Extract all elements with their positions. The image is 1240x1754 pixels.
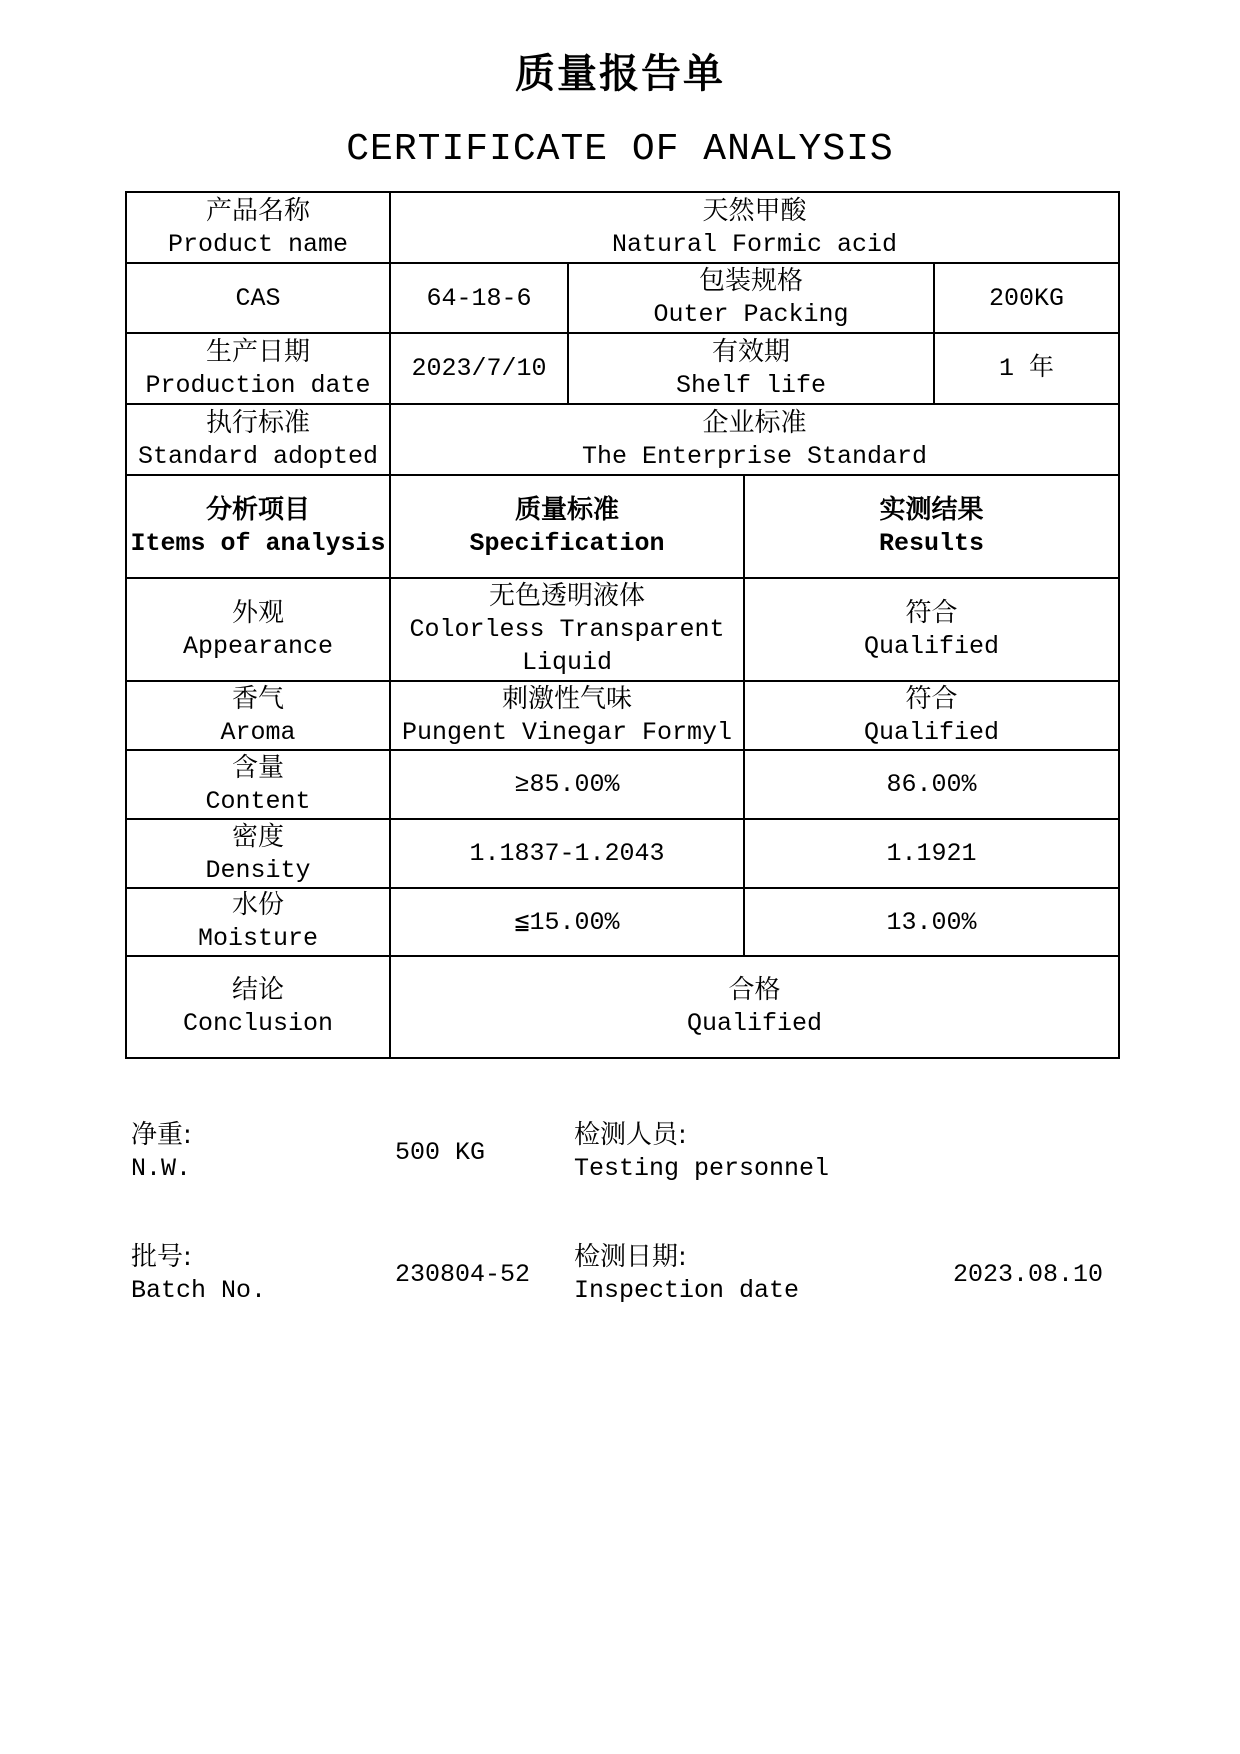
outer-packing-value: 200KG [934,263,1119,333]
spec-cell: 1.1837-1.2043 [390,819,744,888]
production-date-label: 生产日期 Production date [126,333,390,404]
spec-cell: 无色透明液体 Colorless Transparent Liquid [390,578,744,681]
shelf-life-value: 1 年 [934,333,1119,404]
production-date-row [126,333,1119,404]
result-cell: 86.00% [744,750,1119,819]
page-title-cn: 质量报告单 [515,51,725,97]
cas-value: 64-18-6 [390,263,568,333]
item-cell: 含量 Content [126,750,390,819]
inspection-date-value: 2023.08.10 [953,1260,1104,1289]
table-row [126,681,1119,750]
product-name-label: 产品名称 Product name [126,192,390,263]
spec-cell: ≥85.00% [390,750,744,819]
conclusion-row [126,956,1119,1058]
item-cell: 水份 Moisture [126,888,390,956]
outer-packing-label: 包装规格 Outer Packing [568,263,934,333]
page-title-en: CERTIFICATE OF ANALYSIS [346,128,894,171]
item-cell: 香气 Aroma [126,681,390,750]
header-items: 分析项目 Items of analysis [126,475,390,578]
inspection-date-label: 检测日期: Inspection date [574,1242,800,1305]
conclusion-value: 合格 Qualified [390,956,1119,1058]
header-results: 实测结果 Results [744,475,1119,578]
spec-cell: 刺激性气味 Pungent Vinegar Formyl [390,681,744,750]
result-cell: 符合 Qualified [744,681,1119,750]
batch-no-value: 230804-52 [395,1260,531,1289]
product-name-row [126,192,1119,263]
table-row [126,888,1119,956]
header-specification: 质量标准 Specification [390,475,744,578]
net-weight-label: 净重: N.W. [131,1120,192,1183]
result-cell: 13.00% [744,888,1119,956]
cas-label: CAS [126,263,390,333]
item-cell: 密度 Density [126,819,390,888]
table-row [126,819,1119,888]
testing-personnel-label: 检测人员: Testing personnel [574,1120,830,1183]
standard-value: 企业标准 The Enterprise Standard [390,404,1119,475]
table-row [126,578,1119,681]
product-name-value: 天然甲酸 Natural Formic acid [390,192,1119,263]
item-cell: 外观 Appearance [126,578,390,681]
result-cell: 1.1921 [744,819,1119,888]
standard-row [126,404,1119,475]
certificate-table [125,191,1120,1059]
production-date-value: 2023/7/10 [390,333,568,404]
cas-row [126,263,1119,333]
net-weight-value: 500 KG [395,1138,486,1167]
conclusion-label: 结论 Conclusion [126,956,390,1058]
result-cell: 符合 Qualified [744,578,1119,681]
spec-cell: ≦15.00% [390,888,744,956]
batch-no-label: 批号: Batch No. [131,1242,267,1305]
standard-label: 执行标准 Standard adopted [126,404,390,475]
shelf-life-label: 有效期 Shelf life [568,333,934,404]
analysis-header-row [126,475,1119,578]
table-row [126,750,1119,819]
